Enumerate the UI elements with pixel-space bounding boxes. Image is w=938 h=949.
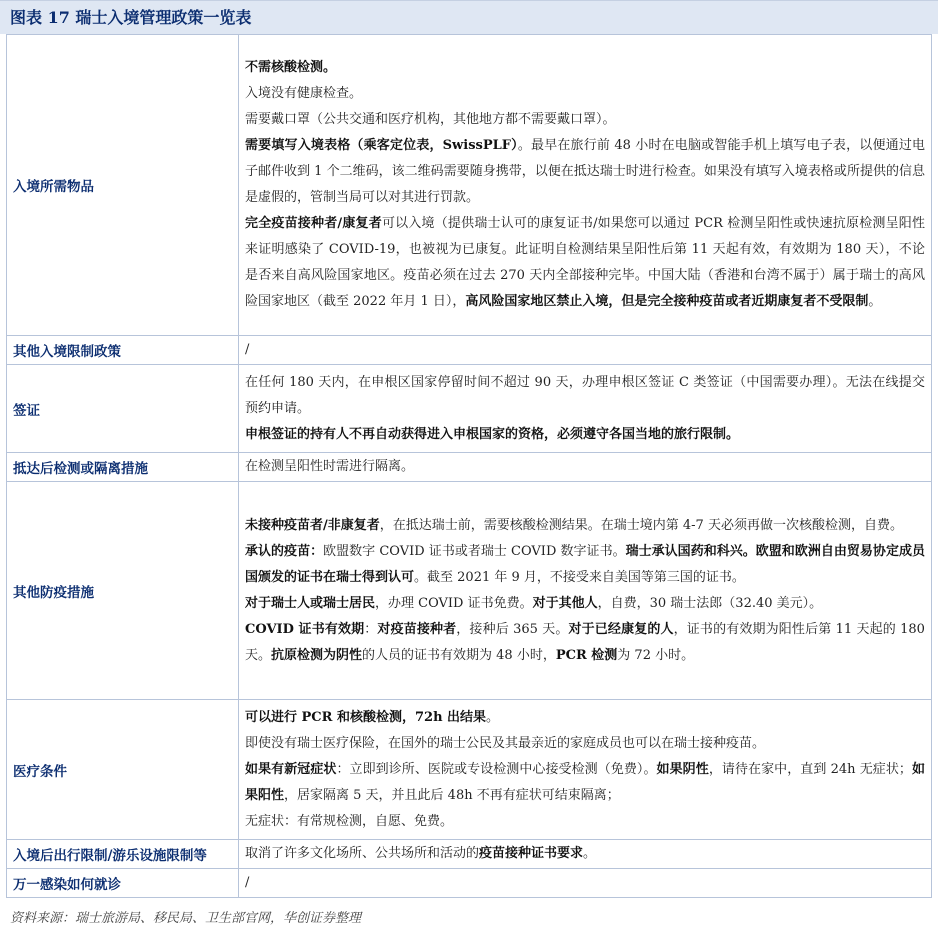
row-label: 入境后出行限制/游乐设施限制等 <box>7 840 239 869</box>
content-paragraph <box>245 757 925 809</box>
content-paragraph <box>245 422 925 448</box>
text: ，在抵达瑞士前，需要核酸检测结果。在瑞士境内第 4-7 天必须再做一次核酸检测，自费。 <box>379 517 903 533</box>
row-label: 入境所需物品 <box>7 35 239 336</box>
table-row <box>7 365 932 453</box>
table-row <box>7 840 932 869</box>
text: 。 <box>583 846 597 861</box>
row-content <box>239 365 932 453</box>
text: ，自费，30 瑞士法郎（32.40 美元）。 <box>597 595 823 611</box>
bold-text: 未接种疫苗者/非康复者 <box>245 517 380 533</box>
bold-text: COVID 证书有效期 <box>245 621 365 637</box>
content-paragraph <box>245 81 925 107</box>
row-label: 签证 <box>7 365 239 453</box>
text: ，办理 COVID 证书免费。 <box>375 595 533 611</box>
row-label: 其他入境限制政策 <box>7 336 239 365</box>
text: ：立即到诊所、医院或专设检测中心接受检测（免费）。 <box>336 761 657 777</box>
bold-text: 对于瑞士人或瑞士居民 <box>245 595 376 611</box>
content-paragraph <box>245 454 925 480</box>
bold-text: 对于已经康复的人 <box>568 621 674 637</box>
content-paragraph <box>245 617 925 669</box>
content-paragraph <box>245 870 925 896</box>
table-title: 图表 17 瑞士入境管理政策一览表 <box>0 0 938 34</box>
content-paragraph <box>245 841 925 867</box>
row-label: 医疗条件 <box>7 700 239 840</box>
content-paragraph <box>245 513 925 539</box>
text: / <box>245 342 250 357</box>
content-paragraph <box>245 55 925 81</box>
content-paragraph <box>245 133 925 211</box>
text: ： <box>364 621 378 637</box>
text: ，请待在家中，直到 24h 无症状； <box>708 761 912 777</box>
bold-text: 不需核酸检测。 <box>245 60 337 75</box>
content-paragraph <box>245 107 925 133</box>
bold-text: 对于其他人 <box>532 595 598 611</box>
text: 。 <box>486 709 500 725</box>
source-note: 资料来源：瑞士旅游局、移民局、卫生部官网，华创证券整理 <box>10 911 362 926</box>
text: ，接种后 365 天。 <box>456 621 569 637</box>
text: ，居家隔离 5 天，并且此后 48h 不再有症状可结束隔离； <box>284 787 620 803</box>
bold-text: 瑞士承认国药和科兴。欧盟和欧洲自由贸易协定成员国颁发的证书在瑞士得到认可 <box>245 543 925 585</box>
row-content <box>239 840 932 869</box>
bold-text: 需要填写入境表格（乘客定位表，SwissPLF） <box>245 138 518 153</box>
row-content <box>239 35 932 336</box>
text: 为 72 小时。 <box>617 647 695 663</box>
table-row <box>7 700 932 840</box>
content-paragraph <box>245 809 925 835</box>
text: 。最早在旅行前 48 小时在电脑或智能手机上填写电子表，以便通过电子邮件收到 1 个二维码，该二维码需要随身携带，以便在抵达瑞士时进行检查。如果没有填写入境表格或所提供的信息是虚假的，管制当局可以对其进行罚款。 <box>245 138 925 205</box>
bold-text: 抗原检测为阴性 <box>271 647 363 663</box>
row-label: 抵达后检测或隔离措施 <box>7 453 239 482</box>
row-content <box>239 700 932 840</box>
bold-text: 可以进行 PCR 和核酸检测，72h 出结果 <box>245 709 487 725</box>
content-paragraph <box>245 731 925 757</box>
policy-table <box>6 34 932 898</box>
text: 在任何 180 天内，在申根区国家停留时间不超过 90 天，办理申根区签证 C 类签证（中国需要办理）。无法在线提交预约申请。 <box>245 374 925 416</box>
bold-text: 如果阳性 <box>245 761 925 803</box>
bold-text: 对疫苗接种者 <box>377 621 457 637</box>
table-row <box>7 869 932 898</box>
table-row <box>7 336 932 365</box>
content-paragraph <box>245 539 925 591</box>
table-row <box>7 453 932 482</box>
text: 入境没有健康检查。 <box>245 86 363 101</box>
text: 取消了许多文化场所、公共场所和活动的 <box>245 846 480 861</box>
text: 可以入境（提供瑞士认可的康复证书/如果您可以通过 PCR 检测呈阳性或快速抗原检测呈阳性来证明感染了 COVID-19，也被视为已康复。此证明自检测结果呈阳性后第 11 天起有效，有效期为 180 天），不论是否来自高风险国家地区。疫苗必须在过去 270 天内全部接种完毕。中国大陆（香港和台湾不属于）属于瑞士的高风险国家地区（截至 2022 年月 1 日）， <box>245 216 925 309</box>
text: ，证书的有效期为阳性后第 11 天起的 180 天。 <box>245 621 925 663</box>
text: 需要戴口罩（公共交通和医疗机构，其他地方都不需要戴口罩）。 <box>245 112 616 127</box>
bold-text: 如果有新冠症状 <box>245 761 337 777</box>
text: 。 <box>868 294 882 309</box>
content-paragraph <box>245 705 925 731</box>
row-content <box>239 453 932 482</box>
content-paragraph <box>245 211 925 315</box>
row-label: 万一感染如何就诊 <box>7 869 239 898</box>
text: 在检测呈阳性时需进行隔离。 <box>245 459 415 474</box>
text: 无症状：有常规检测，自愿、免费。 <box>245 813 454 829</box>
content-paragraph <box>245 591 925 617</box>
row-content <box>239 336 932 365</box>
text: 欧盟数字 COVID 证书或者瑞士 COVID 数字证书。 <box>323 543 626 559</box>
row-content <box>239 482 932 700</box>
content-paragraph <box>245 370 925 422</box>
text: / <box>245 875 250 890</box>
table-row <box>7 482 932 700</box>
bold-text: 承认的疫苗： <box>245 543 324 559</box>
content-paragraph <box>245 337 925 363</box>
bold-text: 申根签证的持有人不再自动获得进入申根国家的资格，必须遵守各国当地的旅行限制。 <box>245 426 740 442</box>
bold-text: 完全疫苗接种者/康复者 <box>245 216 382 231</box>
row-content <box>239 869 932 898</box>
row-label: 其他防疫措施 <box>7 482 239 700</box>
text: 。截至 2021 年 9 月，不接受来自美国等第三国的证书。 <box>414 569 745 585</box>
bold-text: PCR 检测 <box>555 647 618 663</box>
bold-text: 如果阴性 <box>656 761 709 777</box>
text: 的人员的证书有效期为 48 小时， <box>362 647 556 663</box>
bold-text: 高风险国家地区禁止入境，但是完全接种疫苗或者近期康复者不受限制 <box>465 294 869 309</box>
bold-text: 疫苗接种证书要求 <box>479 846 584 861</box>
table-row <box>7 35 932 336</box>
text: 即使没有瑞士医疗保险，在国外的瑞士公民及其最亲近的家庭成员也可以在瑞士接种疫苗。 <box>245 735 766 751</box>
